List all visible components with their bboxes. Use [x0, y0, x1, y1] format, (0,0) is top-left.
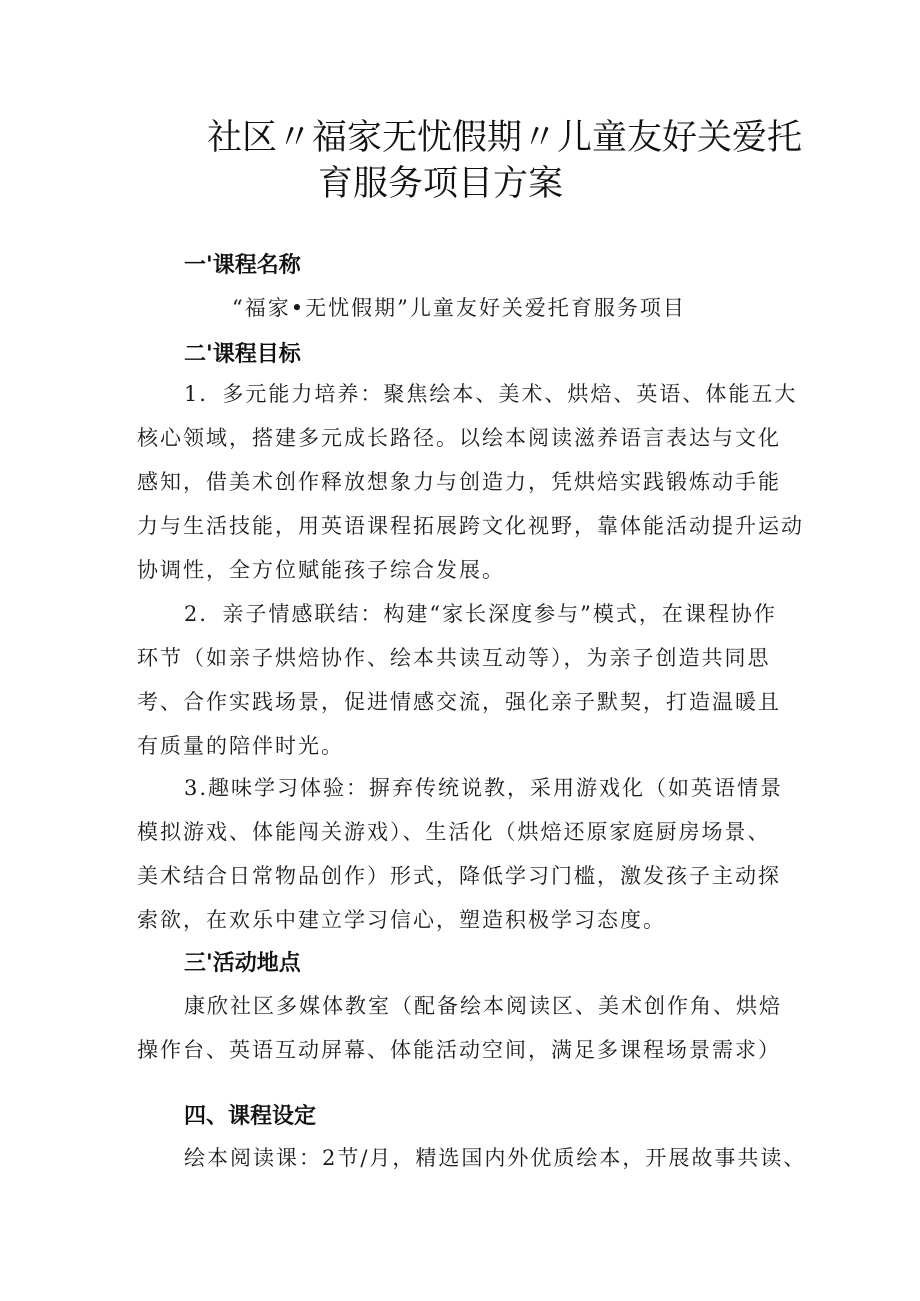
goal-1-line-4: 力与生活技能，用英语课程拓展跨文化视野，靠体能活动提升运动 — [137, 514, 804, 538]
course-setting-line-1: 绘本阅读课：2节/月，精选国内外优质绘本，开展故事共读、 — [184, 1146, 807, 1170]
goal-3-line-1: 3.趣味学习体验：摒弃传统说教，采用游戏化（如英语情景 — [184, 776, 784, 800]
goal-1-line-2: 核心领域，搭建多元成长路径。以绘本阅读滋养语言表达与文化 — [137, 426, 781, 450]
section-3-heading: 三'活动地点 — [184, 951, 301, 976]
document-title-line-1: 社区〃福家无忧假期〃儿童友好关爱托 — [207, 118, 803, 158]
goal-3-line-4: 索欲，在欢乐中建立学习信心，塑造积极学习态度。 — [137, 908, 666, 932]
section-4-heading: 四、课程设定 — [184, 1104, 317, 1129]
goal-3-line-3: 美术结合日常物品创作）形式，降低学习门槛，激发孩子主动探 — [137, 864, 781, 888]
goal-2-line-4: 有质量的陪伴时光。 — [137, 734, 344, 758]
goal-2-line-1: 2．亲子情感联结：构建“家长深度参与”模式，在课程协作 — [184, 602, 777, 626]
goal-3-line-2: 模拟游戏、体能闯关游戏）、生活化（烘焙还原家庭厨房场景、 — [137, 820, 771, 844]
goal-2-line-3: 考、合作实践场景，促进情感交流，强化亲子默契，打造温暖且 — [137, 690, 781, 714]
document-title-line-2: 育服务项目方案 — [318, 164, 564, 204]
course-name-text: “福家•无忧假期”儿童友好关爱托育服务项目 — [232, 296, 686, 320]
location-line-1: 康欣社区多媒体教室（配备绘本阅读区、美术创作角、烘焙 — [184, 994, 782, 1018]
section-1-heading: 一'课程名称 — [184, 253, 301, 278]
goal-1-line-5: 协调性，全方位赋能孩子综合发展。 — [137, 558, 505, 582]
location-line-2: 操作台、英语互动屏幕、体能活动空间，满足多课程场景需求） — [137, 1038, 781, 1062]
goal-2-line-2: 环节（如亲子烘焙协作、绘本共读互动等），为亲子创造共同思 — [137, 646, 771, 670]
goal-1-line-3: 感知，借美术创作释放想象力与创造力，凭烘焙实践锻炼动手能 — [137, 470, 781, 494]
section-2-heading: 二'课程目标 — [184, 342, 301, 367]
goal-1-line-1: 1．多元能力培养：聚焦绘本、美术、烘焙、英语、体能五大 — [184, 382, 798, 406]
